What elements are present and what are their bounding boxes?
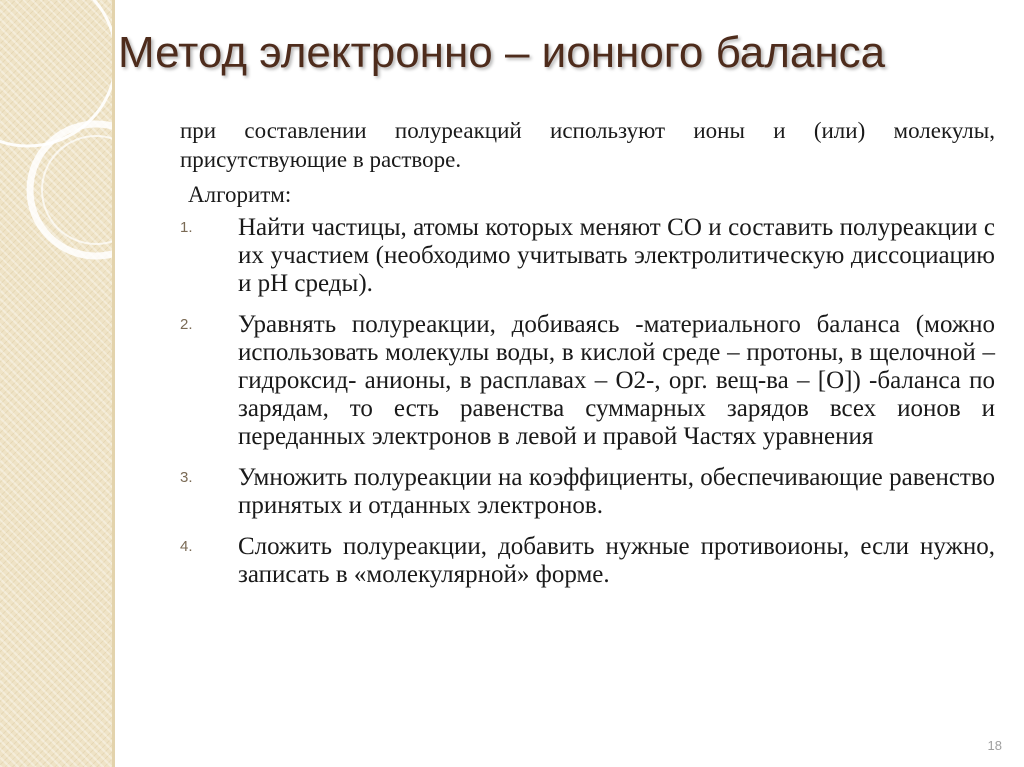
list-item xyxy=(180,533,995,589)
algorithm-steps xyxy=(180,214,995,602)
algorithm-label: Алгоритм: xyxy=(188,182,292,207)
list-item xyxy=(180,311,995,451)
page-number: 18 xyxy=(987,738,1002,753)
step-text: Уравнять полуреакции, добиваясь -материального баланса (можно использовать молекулы воды, в кислой среде – протоны, в щелочной – гидроксид- анионы, в расплавах – О2-, орг. вещ-ва – [O]) -баланса по зарядам, то есть равенства суммарных зарядов всех ионов и переданных электронов в левой и правой Частях уравнения xyxy=(238,311,995,450)
decorative-rings-icon xyxy=(0,0,112,767)
step-number: 4. xyxy=(180,538,193,555)
list-item xyxy=(180,464,995,520)
step-number: 2. xyxy=(180,316,193,333)
step-number: 1. xyxy=(180,219,193,236)
list-item xyxy=(180,214,995,298)
slide-title: Метод электронно – ионного баланса xyxy=(118,28,886,77)
step-text: Сложить полуреакции, добавить нужные противоионы, если нужно, записать в «молекулярной» форме. xyxy=(238,533,995,588)
step-text: Умножить полуреакции на коэффициенты, обеспечивающие равенство принятых и отданных электронов. xyxy=(238,464,995,519)
side-band-edge xyxy=(112,0,115,767)
step-text: Найти частицы, атомы которых меняют СО и составить полуреакции с их участием (необходимо учитывать электролитическую диссоциацию и рН среды). xyxy=(238,214,995,297)
decorative-side-band xyxy=(0,0,112,767)
step-number: 3. xyxy=(180,469,193,486)
intro-text: при составлении полуреакций используют ионы и (или) молекулы, присутствующие в растворе. xyxy=(180,118,995,172)
